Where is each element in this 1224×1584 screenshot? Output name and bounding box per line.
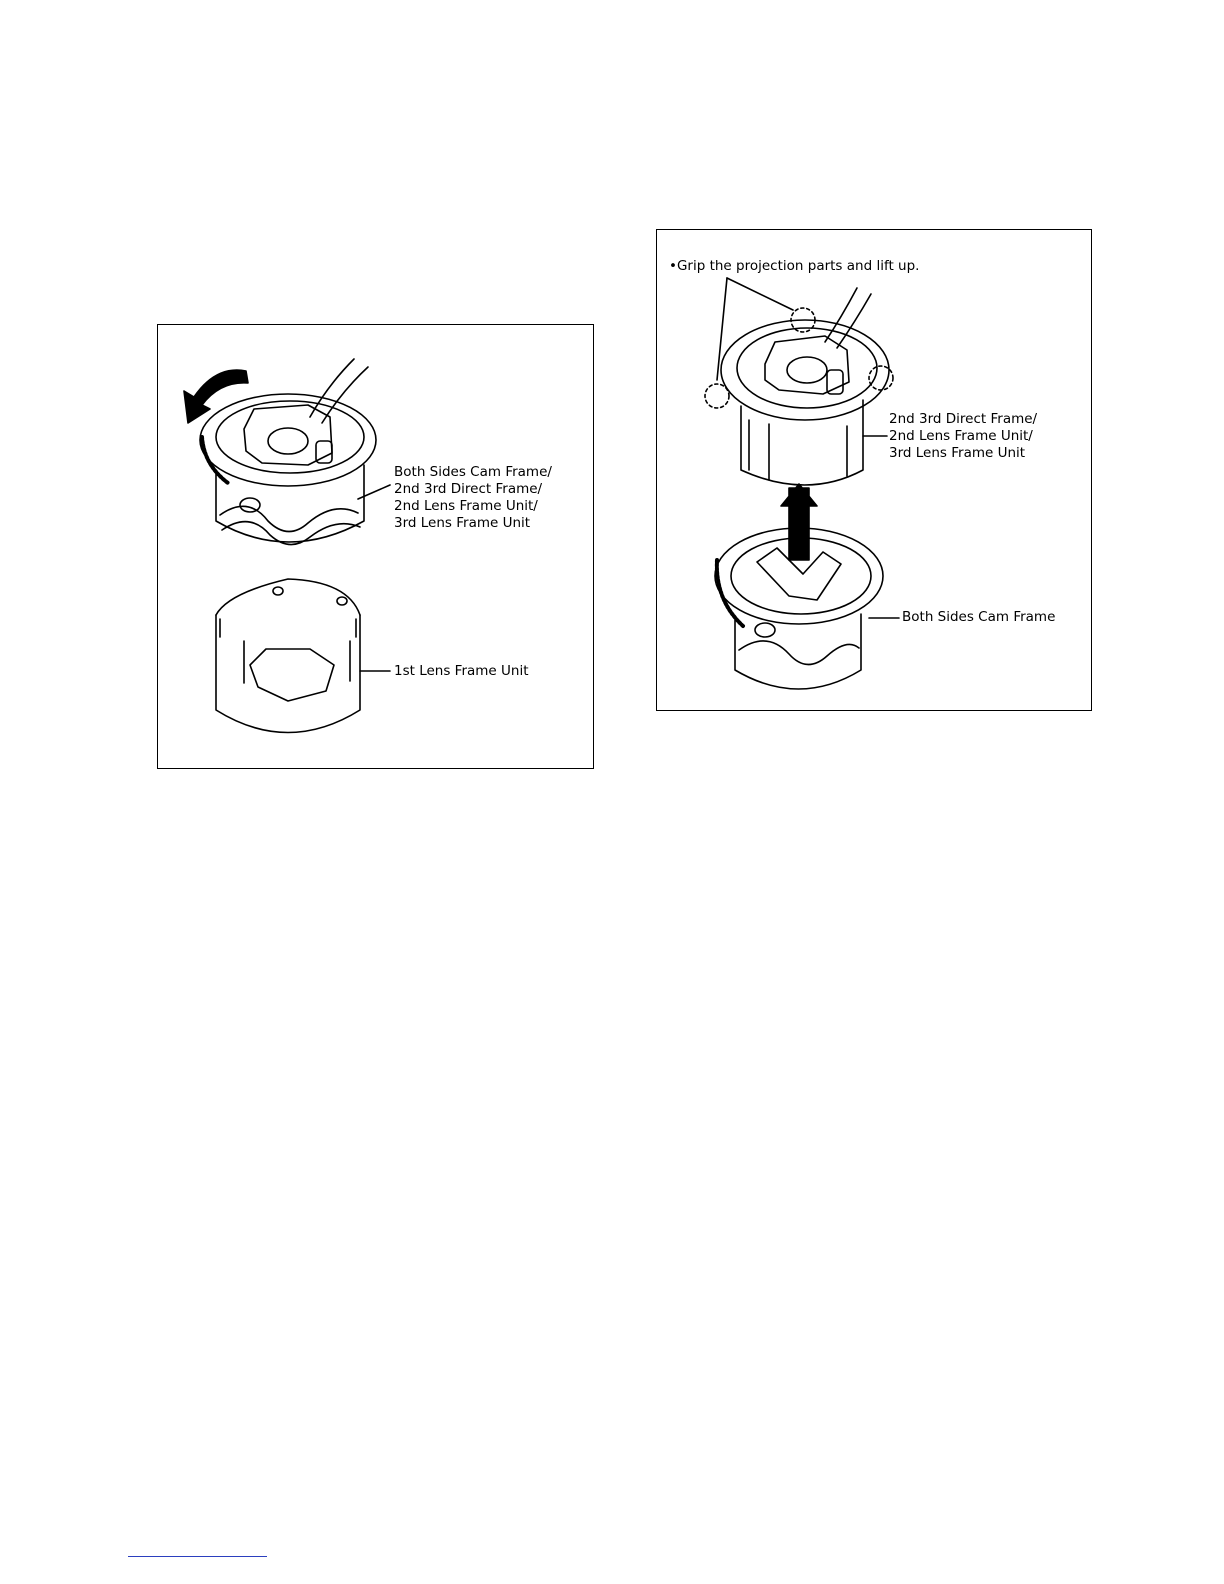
label-line: 3rd Lens Frame Unit: [889, 445, 1026, 461]
lens-assembly-illustration-left: [158, 325, 595, 770]
label-line: 2nd 3rd Direct Frame/: [394, 481, 543, 497]
gear-teeth: [202, 437, 228, 483]
label-line: Both Sides Cam Frame/: [394, 464, 552, 480]
lift-up-arrow-icon: [781, 484, 817, 560]
label-first-lens-frame-unit: 1st Lens Frame Unit: [394, 663, 529, 679]
label-upper-assembly: [394, 464, 552, 532]
label-line: 2nd 3rd Direct Frame/: [889, 411, 1038, 427]
label-line: 2nd Lens Frame Unit/: [394, 498, 538, 514]
flex-cable: [825, 288, 871, 348]
figure-panel-right: [656, 229, 1092, 711]
lens-opening: [787, 357, 827, 383]
lens-opening: [268, 428, 308, 454]
label-both-sides-cam-frame: Both Sides Cam Frame: [902, 609, 1056, 625]
label-line: 2nd Lens Frame Unit/: [889, 428, 1033, 444]
figure-panel-left: [157, 324, 594, 769]
footer-rule: [128, 1556, 267, 1557]
instruction-text: •Grip the projection parts and lift up.: [669, 258, 920, 274]
lens-assembly-illustration-right: [657, 230, 1093, 712]
label-upper-assembly: [889, 411, 1037, 462]
first-lens-frame: [216, 615, 360, 733]
label-line: 3rd Lens Frame Unit: [394, 515, 531, 531]
rotate-counterclockwise-arrow-icon: [184, 370, 248, 423]
